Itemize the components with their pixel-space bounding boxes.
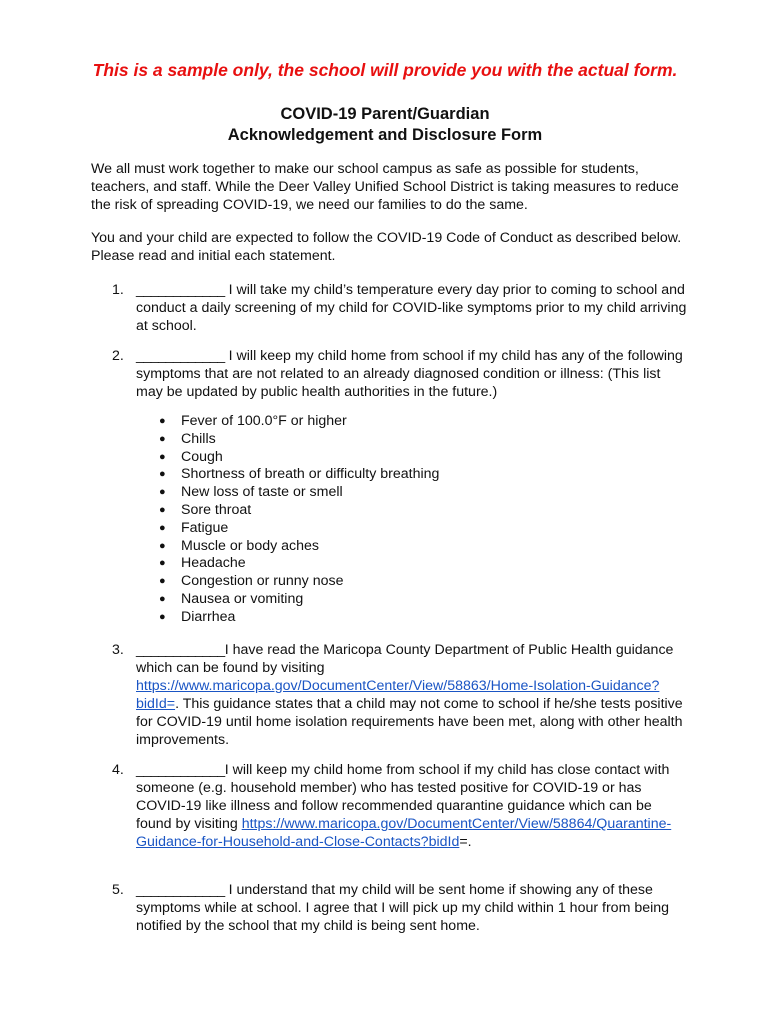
statement-body: I will keep my child home from school if my child has any of the following symptoms that are not related to an already diagnosed condition or illness: (This list may be updated by public health authorities in the future.) — [136, 348, 683, 400]
symptom-item: ● Headache — [159, 555, 246, 572]
bullet-icon: ● — [159, 468, 166, 481]
bullet-icon: ● — [159, 432, 166, 445]
symptom-item: ● New loss of taste or smell — [159, 484, 343, 501]
intro-paragraph-2: You and your child are expected to follow the COVID-19 Code of Conduct as described below. Please read and initial each statement. — [91, 230, 682, 264]
statement-text — [136, 347, 691, 401]
symptom-item: ● Diarrhea — [159, 608, 236, 625]
symptom-item: ● Fatigue — [159, 519, 229, 536]
statement-body: I have read the Maricopa County Department of Public Health guidance which can be found by visiting — [136, 642, 674, 676]
initial-blank[interactable]: ____________ — [136, 882, 225, 898]
initial-blank[interactable]: ____________ — [136, 348, 225, 364]
bullet-icon: ● — [159, 592, 166, 605]
statement-number: 4. — [112, 762, 124, 778]
form-title — [0, 104, 770, 146]
symptom-item: ● Sore throat — [159, 501, 252, 518]
bullet-icon: ● — [159, 450, 166, 463]
bullet-icon: ● — [159, 521, 166, 534]
quarantine-guidance-link[interactable]: https://www.maricopa.gov/DocumentCenter/View/58864/Quarantine-Guidance-for-Household-and-Close-Contacts?bidId — [136, 816, 672, 850]
symptom-item: ● Fever of 100.0°F or higher — [159, 413, 347, 429]
bullet-icon: ● — [159, 415, 166, 427]
bullet-icon: ● — [159, 486, 166, 499]
statement-number: 5. — [112, 882, 124, 898]
symptom-list — [157, 413, 439, 627]
statement-number: 1. — [112, 282, 124, 298]
statement-text — [136, 881, 691, 935]
symptom-item: ● Nausea or vomiting — [159, 590, 304, 607]
bullet-icon: ● — [159, 539, 166, 552]
statement-text — [136, 761, 691, 851]
symptom-item: ● Congestion or runny nose — [159, 573, 344, 590]
statement-text — [136, 641, 691, 749]
form-title-line-1: COVID-19 Parent/Guardian — [280, 105, 490, 123]
statement-number: 3. — [112, 642, 124, 658]
initial-blank[interactable]: ____________ — [136, 282, 225, 298]
sample-notice: This is a sample only, the school will provide you with the actual form. — [92, 60, 678, 80]
initial-blank[interactable]: ____________ — [136, 762, 225, 778]
intro-paragraph-1: We all must work together to make our school campus as safe as possible for students, teachers, and staff. While the Deer Valley Unified School District is taking measures to reduce the risk of spreading COVID-19, we need our families to do the same. — [91, 161, 679, 213]
statement-body: I will keep my child home from school if my child has close contact with someone (e.g. household member) who has tested positive for COVID-19 or has COVID-19 like illness and follow recommended quarantine guidance which can be found by visiting — [136, 762, 670, 832]
statement-text — [136, 281, 691, 335]
symptom-item: ● Chills — [159, 430, 216, 447]
bullet-icon: ● — [159, 557, 166, 570]
symptom-item: ● Shortness of breath or difficulty breathing — [159, 466, 440, 483]
statement-body-end: . This guidance states that a child may not come to school if he/she tests positive for COVID-19 until home isolation requirements have been met, along with other health improvements. — [136, 696, 683, 748]
form-title-line-2: Acknowledgement and Disclosure Form — [227, 126, 543, 144]
bullet-icon: ● — [159, 503, 166, 516]
statement-number: 2. — [112, 348, 124, 364]
home-isolation-guidance-link[interactable]: https://www.maricopa.gov/DocumentCenter/View/58863/Home-Isolation-Guidance?bidId= — [136, 678, 660, 712]
statement-body-end: =. — [459, 834, 472, 850]
initial-blank[interactable]: ____________ — [136, 642, 225, 658]
bullet-icon: ● — [159, 575, 166, 588]
statement-body: I will take my child’s temperature every day prior to coming to school and conduct a daily screening of my child for COVID-like symptoms prior to my child arriving at school. — [136, 282, 687, 334]
symptom-item: ● Muscle or body aches — [159, 537, 320, 554]
bullet-icon: ● — [159, 610, 166, 623]
symptom-item: ● Cough — [159, 448, 223, 465]
statement-body: I understand that my child will be sent home if showing any of these symptoms while at school. I agree that I will pick up my child within 1 hour from being notified by the school that my child is being sent home. — [136, 882, 670, 934]
